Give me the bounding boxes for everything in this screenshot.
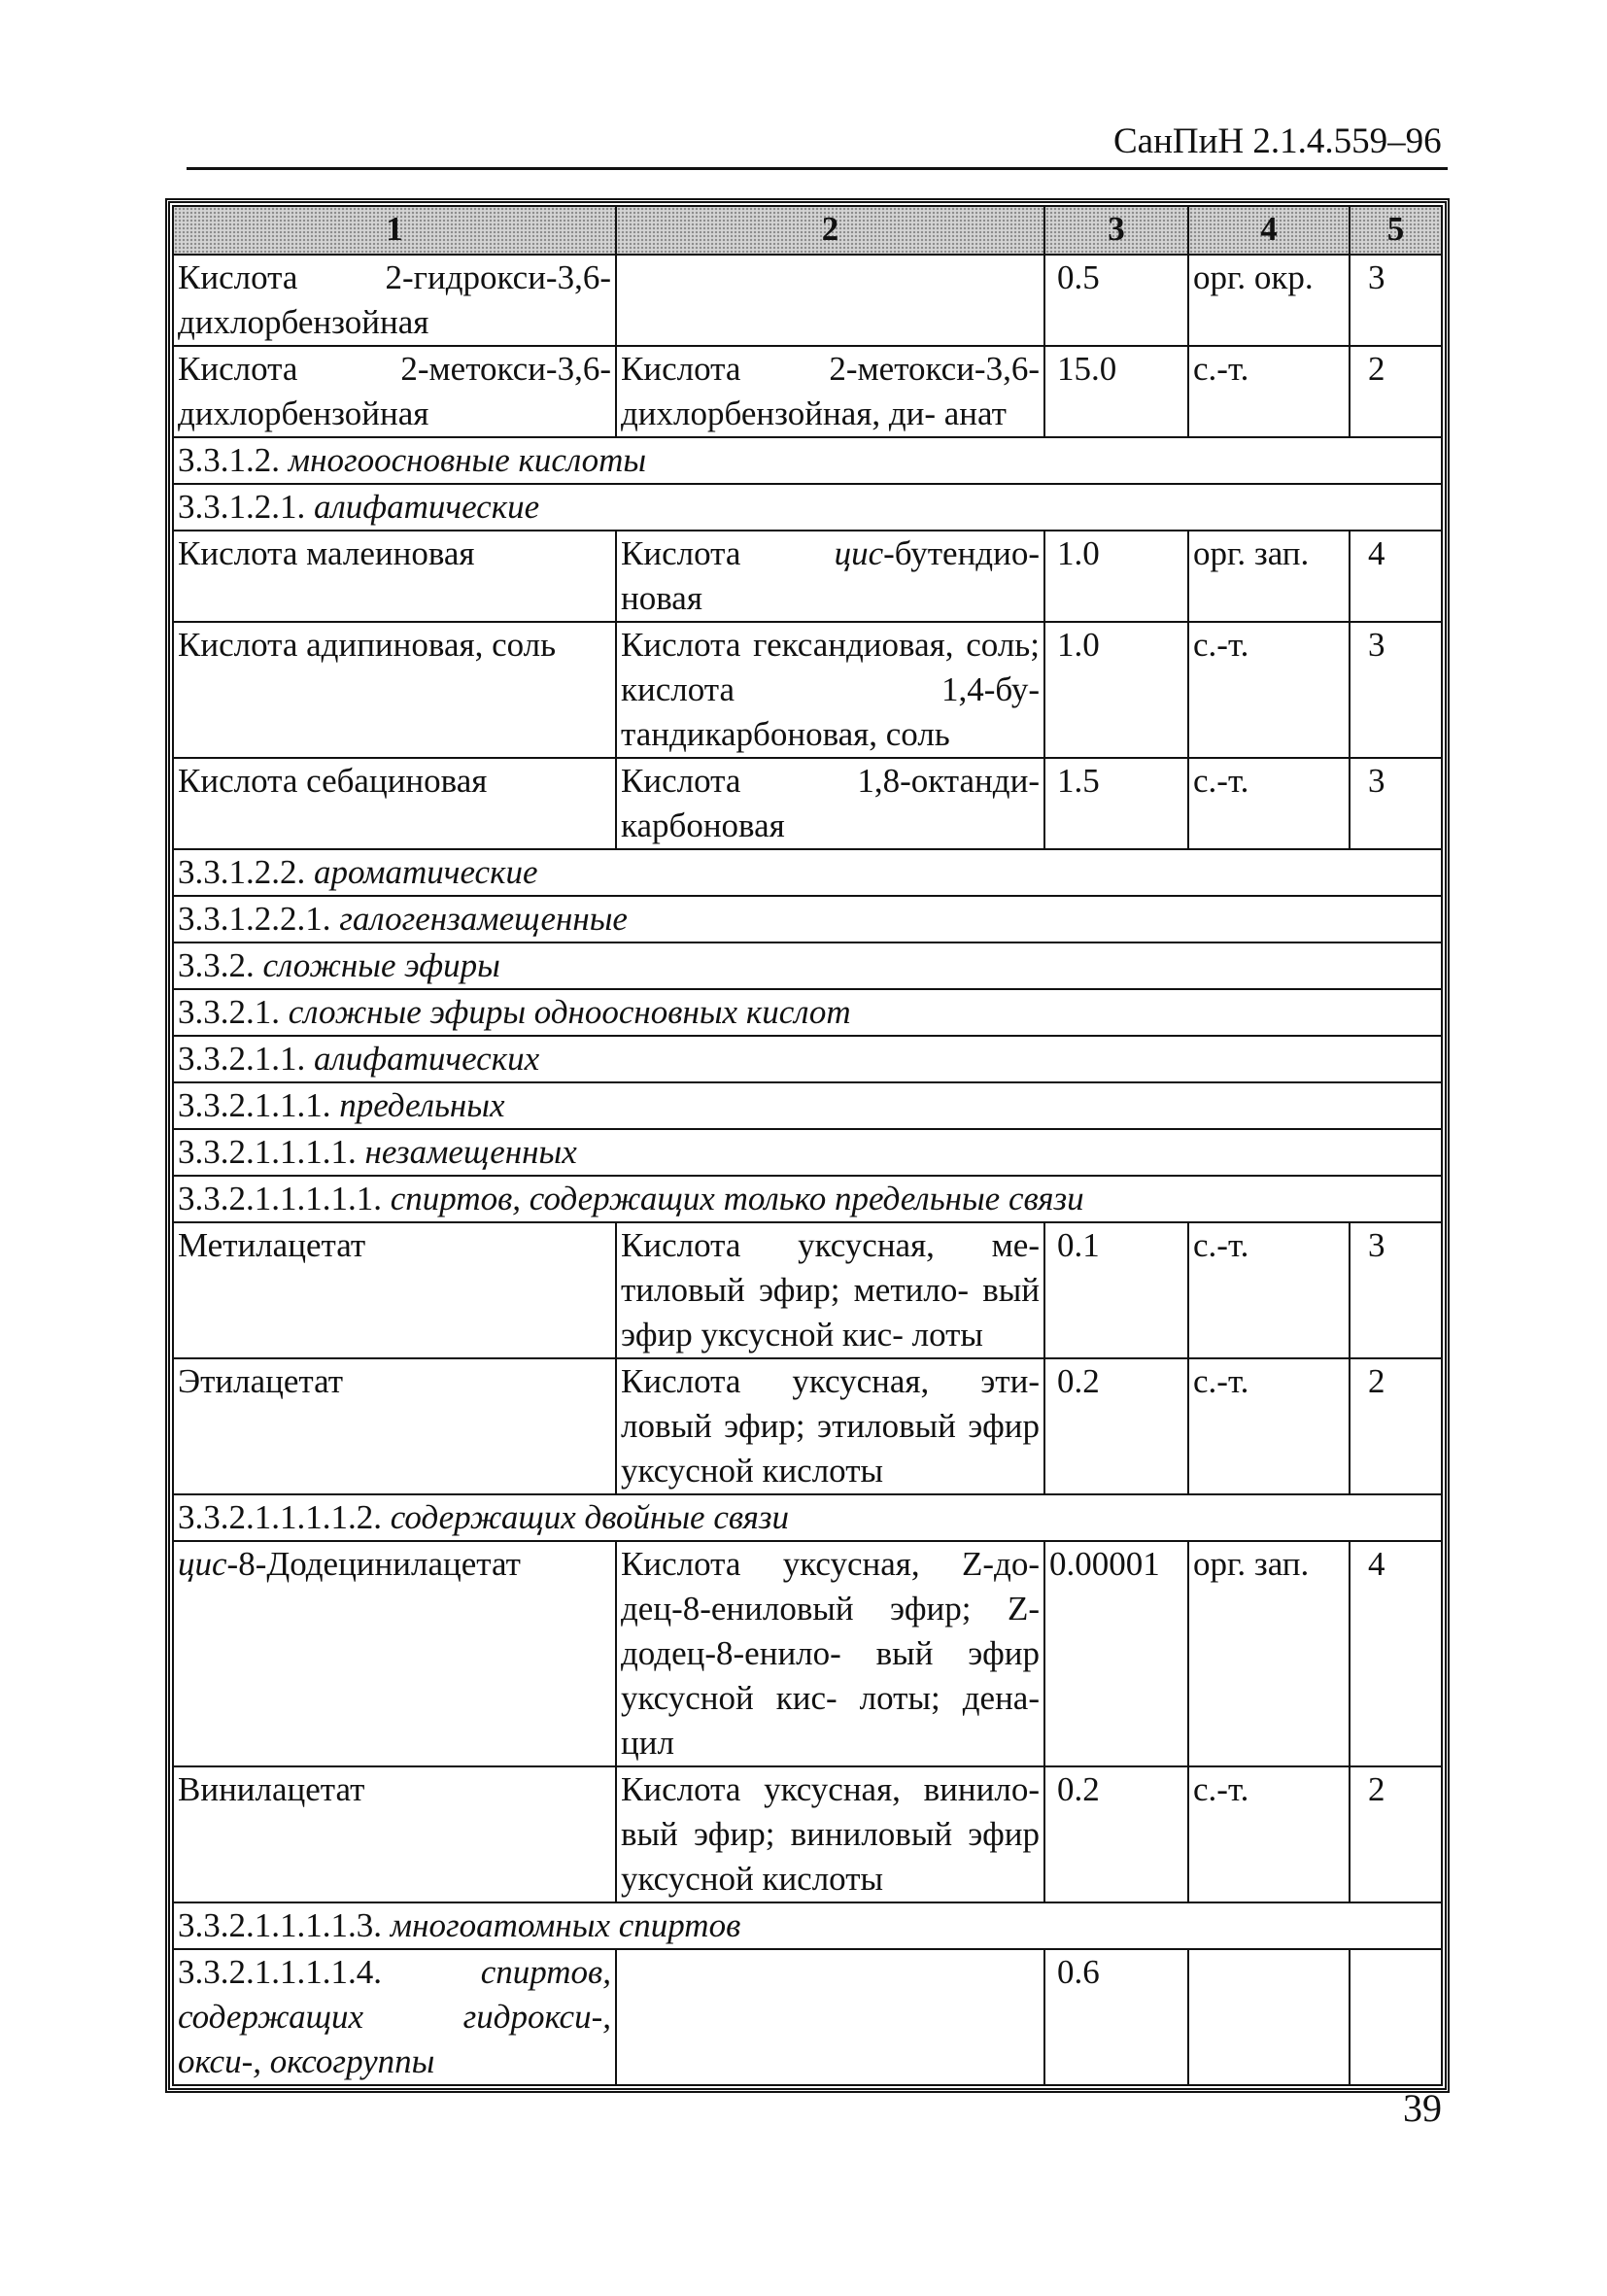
table-row (173, 1766, 1442, 1902)
synonym-cell: Кислота уксусная, винило- вый эфир; виниловый эфир уксусной кислоты (616, 1766, 1044, 1902)
hazard-class: 2 (1350, 1766, 1442, 1902)
section-number: 3.3.1.2.1. (178, 488, 306, 526)
hazard-class (1350, 1949, 1442, 2085)
hygiene-standards-table (172, 205, 1443, 2086)
section-number: 3.3.1.2.2.1. (178, 900, 331, 938)
section-heading (173, 942, 1442, 989)
column-header: 2 (616, 206, 1044, 255)
substance-name: Кислота 2-метокси-3,6- дихлорбензойная (173, 346, 616, 437)
table-row (173, 758, 1442, 849)
section-heading (173, 896, 1442, 942)
hazard-indicator: с.-т. (1188, 1766, 1350, 1902)
section-title: незамещенных (364, 1133, 577, 1171)
column-header: 4 (1188, 206, 1350, 255)
page-number: 39 (1403, 2086, 1442, 2130)
hazard-indicator: с.-т. (1188, 622, 1350, 758)
section-title: алифатических (314, 1040, 540, 1078)
synonym-text: -бутендио- новая (621, 534, 1040, 617)
substance-name (173, 1949, 616, 2085)
document-code: СанПиН 2.1.4.559–96 (1113, 121, 1442, 161)
table-row (173, 255, 1442, 346)
hazard-class: 3 (1350, 758, 1442, 849)
section-title: ароматические (314, 853, 538, 891)
synonym-cell: Кислота 2-метокси-3,6-дихлорбензойная, ди- анат (616, 346, 1044, 437)
section-row (173, 1082, 1442, 1129)
synonym-cell: Кислота гександиовая, соль; кислота 1,4-бу- тандикарбоновая, соль (616, 622, 1044, 758)
table-row (173, 1949, 1442, 2085)
section-heading (173, 1082, 1442, 1129)
substance-name: Кислота себациновая (173, 758, 616, 849)
mpc-value: 1.5 (1044, 758, 1188, 849)
hazard-indicator: с.-т. (1188, 346, 1350, 437)
section-number: 3.3.2.1.1. (178, 1040, 306, 1078)
hazard-indicator: с.-т. (1188, 1222, 1350, 1358)
hazard-indicator: орг. зап. (1188, 1541, 1350, 1766)
hazard-class: 4 (1350, 531, 1442, 622)
mpc-value: 0.2 (1044, 1766, 1188, 1902)
mpc-value: 1.0 (1044, 622, 1188, 758)
column-header: 3 (1044, 206, 1188, 255)
section-number: 3.3.2. (178, 946, 255, 984)
section-heading (173, 1129, 1442, 1176)
section-number: 3.3.1.2.2. (178, 853, 306, 891)
section-row (173, 484, 1442, 531)
hazard-class: 2 (1350, 1358, 1442, 1494)
section-title: многоатомных спиртов (390, 1906, 741, 1944)
section-number: 3.3.1.2. (178, 441, 280, 479)
hazard-indicator: с.-т. (1188, 1358, 1350, 1494)
hazard-class: 3 (1350, 622, 1442, 758)
substance-name (173, 1541, 616, 1766)
hazard-class: 3 (1350, 255, 1442, 346)
column-header: 5 (1350, 206, 1442, 255)
substance-name: Кислота адипиновая, соль (173, 622, 616, 758)
substance-text: -8-Додецинилацетат (226, 1545, 521, 1583)
synonym-cell (616, 1949, 1044, 2085)
section-row (173, 942, 1442, 989)
section-title: сложные эфиры одноосновных кислот (288, 993, 851, 1031)
section-number: 3.3.2.1.1.1. (178, 1086, 331, 1124)
synonym-cell: Кислота уксусная, эти- ловый эфир; этиловый эфир уксусной кислоты (616, 1358, 1044, 1494)
synonym-cell: Кислота 1,8-октанди- карбоновая (616, 758, 1044, 849)
section-heading (173, 1494, 1442, 1541)
substance-name: Винилацетат (173, 1766, 616, 1902)
section-row (173, 1494, 1442, 1541)
section-number: 3.3.2.1.1.1.1.1. (178, 1180, 382, 1217)
section-number: 3.3.2.1.1.1.1.4. (178, 1953, 382, 1991)
section-heading (173, 989, 1442, 1036)
section-number: 3.3.2.1.1.1.1. (178, 1133, 357, 1171)
table-header-row (173, 206, 1442, 255)
substance-prefix: цис (178, 1545, 227, 1583)
section-heading (173, 1176, 1442, 1222)
table-row (173, 1358, 1442, 1494)
section-row (173, 989, 1442, 1036)
section-title: галогензамещенные (339, 900, 628, 938)
substance-name: Кислота малеиновая (173, 531, 616, 622)
synonym-cell: Кислота уксусная, Z-до- дец-8-ениловый эфир; Z-додец-8-енило- вый эфир уксусной кис- лоты; дена- цил (616, 1541, 1044, 1766)
section-heading (173, 437, 1442, 484)
section-title: содержащих двойные связи (390, 1498, 790, 1536)
mpc-value: 0.2 (1044, 1358, 1188, 1494)
table-row (173, 531, 1442, 622)
section-title: предельных (339, 1086, 505, 1124)
hazard-indicator: орг. окр. (1188, 255, 1350, 346)
hazard-class: 3 (1350, 1222, 1442, 1358)
synonym-cell: Кислота уксусная, ме- тиловый эфир; метило- вый эфир уксусной кис- лоты (616, 1222, 1044, 1358)
mpc-value: 0.1 (1044, 1222, 1188, 1358)
section-row (173, 896, 1442, 942)
substance-name: Кислота 2-гидрокси-3,6-дихлорбензойная (173, 255, 616, 346)
section-row (173, 1902, 1442, 1949)
section-heading (173, 484, 1442, 531)
section-title: сложные эфиры (262, 946, 500, 984)
mpc-value: 1.0 (1044, 531, 1188, 622)
hazard-indicator: орг. зап. (1188, 531, 1350, 622)
hazard-class: 2 (1350, 346, 1442, 437)
mpc-value: 0.5 (1044, 255, 1188, 346)
section-title: многоосновные кислоты (288, 441, 647, 479)
hazard-indicator (1188, 1949, 1350, 2085)
table-row (173, 346, 1442, 437)
section-number: 3.3.2.1.1.1.1.3. (178, 1906, 382, 1944)
header-rule (187, 167, 1448, 170)
table-frame (165, 198, 1450, 2093)
section-title: спиртов, содержащих гидрокси-, окси-, оксогруппы (178, 1953, 611, 2080)
table-row (173, 622, 1442, 758)
section-row (173, 1129, 1442, 1176)
substance-name: Этилацетат (173, 1358, 616, 1494)
hazard-indicator: с.-т. (1188, 758, 1350, 849)
table-row (173, 1222, 1442, 1358)
table-row (173, 1541, 1442, 1766)
hazard-class: 4 (1350, 1541, 1442, 1766)
section-heading (173, 1036, 1442, 1082)
section-row (173, 1036, 1442, 1082)
section-row (173, 437, 1442, 484)
mpc-value: 15.0 (1044, 346, 1188, 437)
section-row (173, 1176, 1442, 1222)
synonym-cell (616, 531, 1044, 622)
synonym-text: Кислота (621, 534, 835, 572)
synonym-cell (616, 255, 1044, 346)
section-number: 3.3.2.1.1.1.1.2. (178, 1498, 382, 1536)
section-title: алифатические (314, 488, 540, 526)
section-title: спиртов, содержащих только предельные связи (390, 1180, 1084, 1217)
substance-name: Метилацетат (173, 1222, 616, 1358)
mpc-value: 0.6 (1044, 1949, 1188, 2085)
section-heading (173, 849, 1442, 896)
mpc-value: 0.00001 (1044, 1541, 1188, 1766)
section-heading (173, 1902, 1442, 1949)
synonym-prefix: цис (834, 534, 884, 572)
column-header: 1 (173, 206, 616, 255)
section-number: 3.3.2.1. (178, 993, 280, 1031)
section-row (173, 849, 1442, 896)
